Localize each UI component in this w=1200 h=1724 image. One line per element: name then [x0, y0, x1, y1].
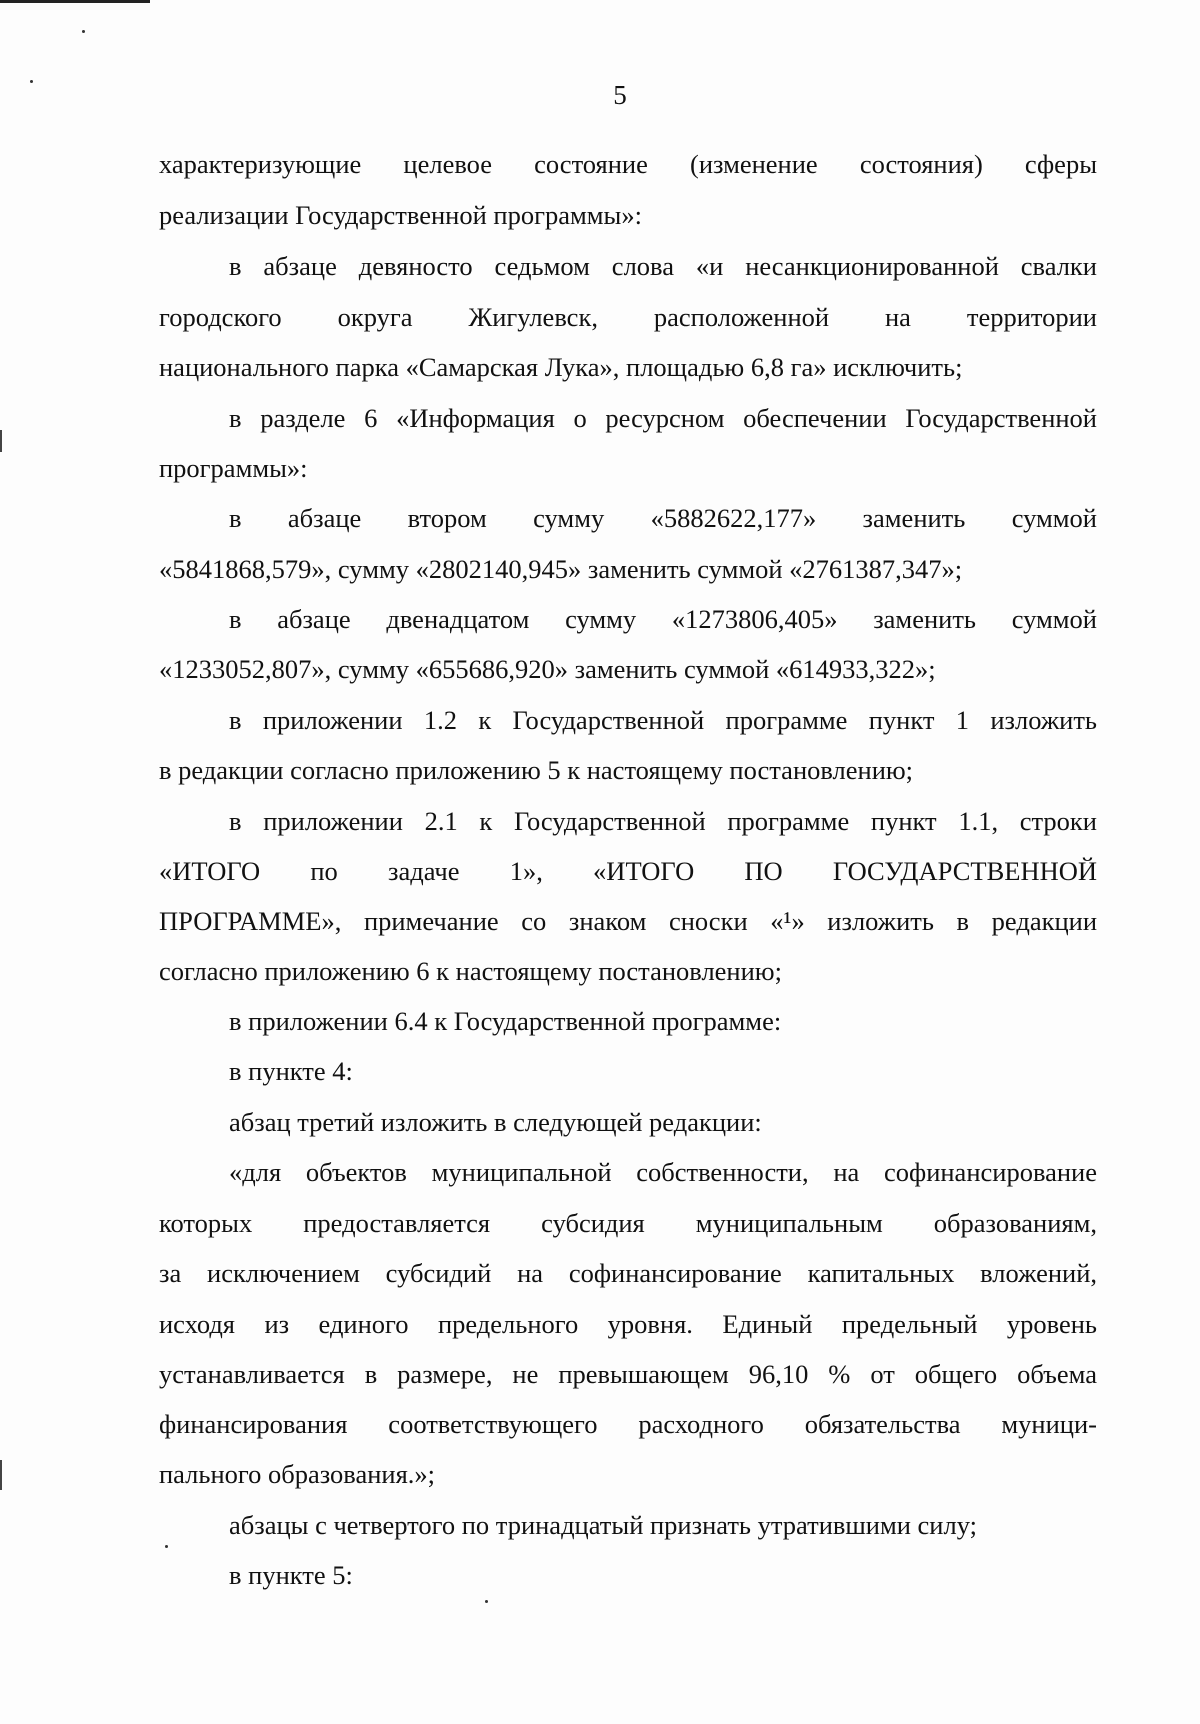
text-line: абзац третий изложить в следующей редакции:	[229, 1107, 762, 1137]
text-line: «для объектов муниципальной собственности, на софинансирование	[229, 1157, 1097, 1187]
text-line: характеризующие целевое состояние (изменение состояния) сферы	[159, 149, 1097, 179]
text-line: в абзаце двенадцатом сумму «1273806,405» заменить суммой	[229, 604, 1097, 634]
text-line: «5841868,579», сумму «2802140,945» заменить суммой «2761387,347»;	[159, 554, 963, 584]
text-line: устанавливается в размере, не превышающем 96,10 % от общего объема	[159, 1359, 1097, 1389]
text-line: в приложении 1.2 к Государственной программе пункт 1 изложить	[229, 705, 1097, 735]
text-line: ПРОГРАММЕ», примечание со знаком сноски «¹» изложить в редакции	[159, 906, 1097, 936]
text-line: «1233052,807», сумму «655686,920» заменить суммой «614933,322»;	[159, 654, 936, 684]
text-line: в разделе 6 «Информация о ресурсном обеспечении Государственной	[229, 403, 1097, 433]
text-line: которых предоставляется субсидия муниципальным образованиям,	[159, 1208, 1097, 1238]
text-line: в редакции согласно приложению 5 к настоящему постановлению;	[159, 755, 914, 785]
text-line: программы»:	[159, 453, 308, 483]
text-line: в абзаце втором сумму «5882622,177» заменить суммой	[229, 503, 1097, 533]
text-line: в приложении 2.1 к Государственной программе пункт 1.1, строки	[229, 806, 1097, 836]
text-line: в пункте 4:	[229, 1056, 353, 1086]
scan-speck	[165, 1545, 168, 1548]
top-border-rule	[0, 0, 150, 3]
text-line: в абзаце девяносто седьмом слова «и несанкционированной свалки	[229, 251, 1097, 281]
text-line: в пункте 5:	[229, 1560, 353, 1590]
scan-edge-mark	[0, 1460, 2, 1490]
text-line: городского округа Жигулевск, расположенной на территории	[159, 302, 1097, 332]
text-line: национального парка «Самарская Лука», площадью 6,8 га» исключить;	[159, 352, 963, 382]
text-line: реализации Государственной программы»:	[159, 200, 642, 230]
text-line: в приложении 6.4 к Государственной программе:	[229, 1006, 782, 1036]
scan-speck	[82, 30, 85, 33]
text-line: пального образования.»;	[159, 1459, 436, 1489]
text-line: за исключением субсидий на софинансирование капитальных вложений,	[159, 1258, 1097, 1288]
text-line: «ИТОГО по задаче 1», «ИТОГО ПО ГОСУДАРСТВЕННОЙ	[159, 856, 1097, 886]
page-number: 5	[613, 80, 627, 110]
text-line: исходя из единого предельного уровня. Единый предельный уровень	[159, 1309, 1097, 1339]
text-line: согласно приложению 6 к настоящему постановлению;	[159, 956, 782, 986]
text-line: финансирования соответствующего расходного обязательства муници-	[159, 1409, 1097, 1439]
scan-speck	[485, 1600, 488, 1603]
text-line: абзацы с четвертого по тринадцатый признать утратившими силу;	[229, 1510, 977, 1540]
scan-edge-mark	[0, 430, 2, 452]
